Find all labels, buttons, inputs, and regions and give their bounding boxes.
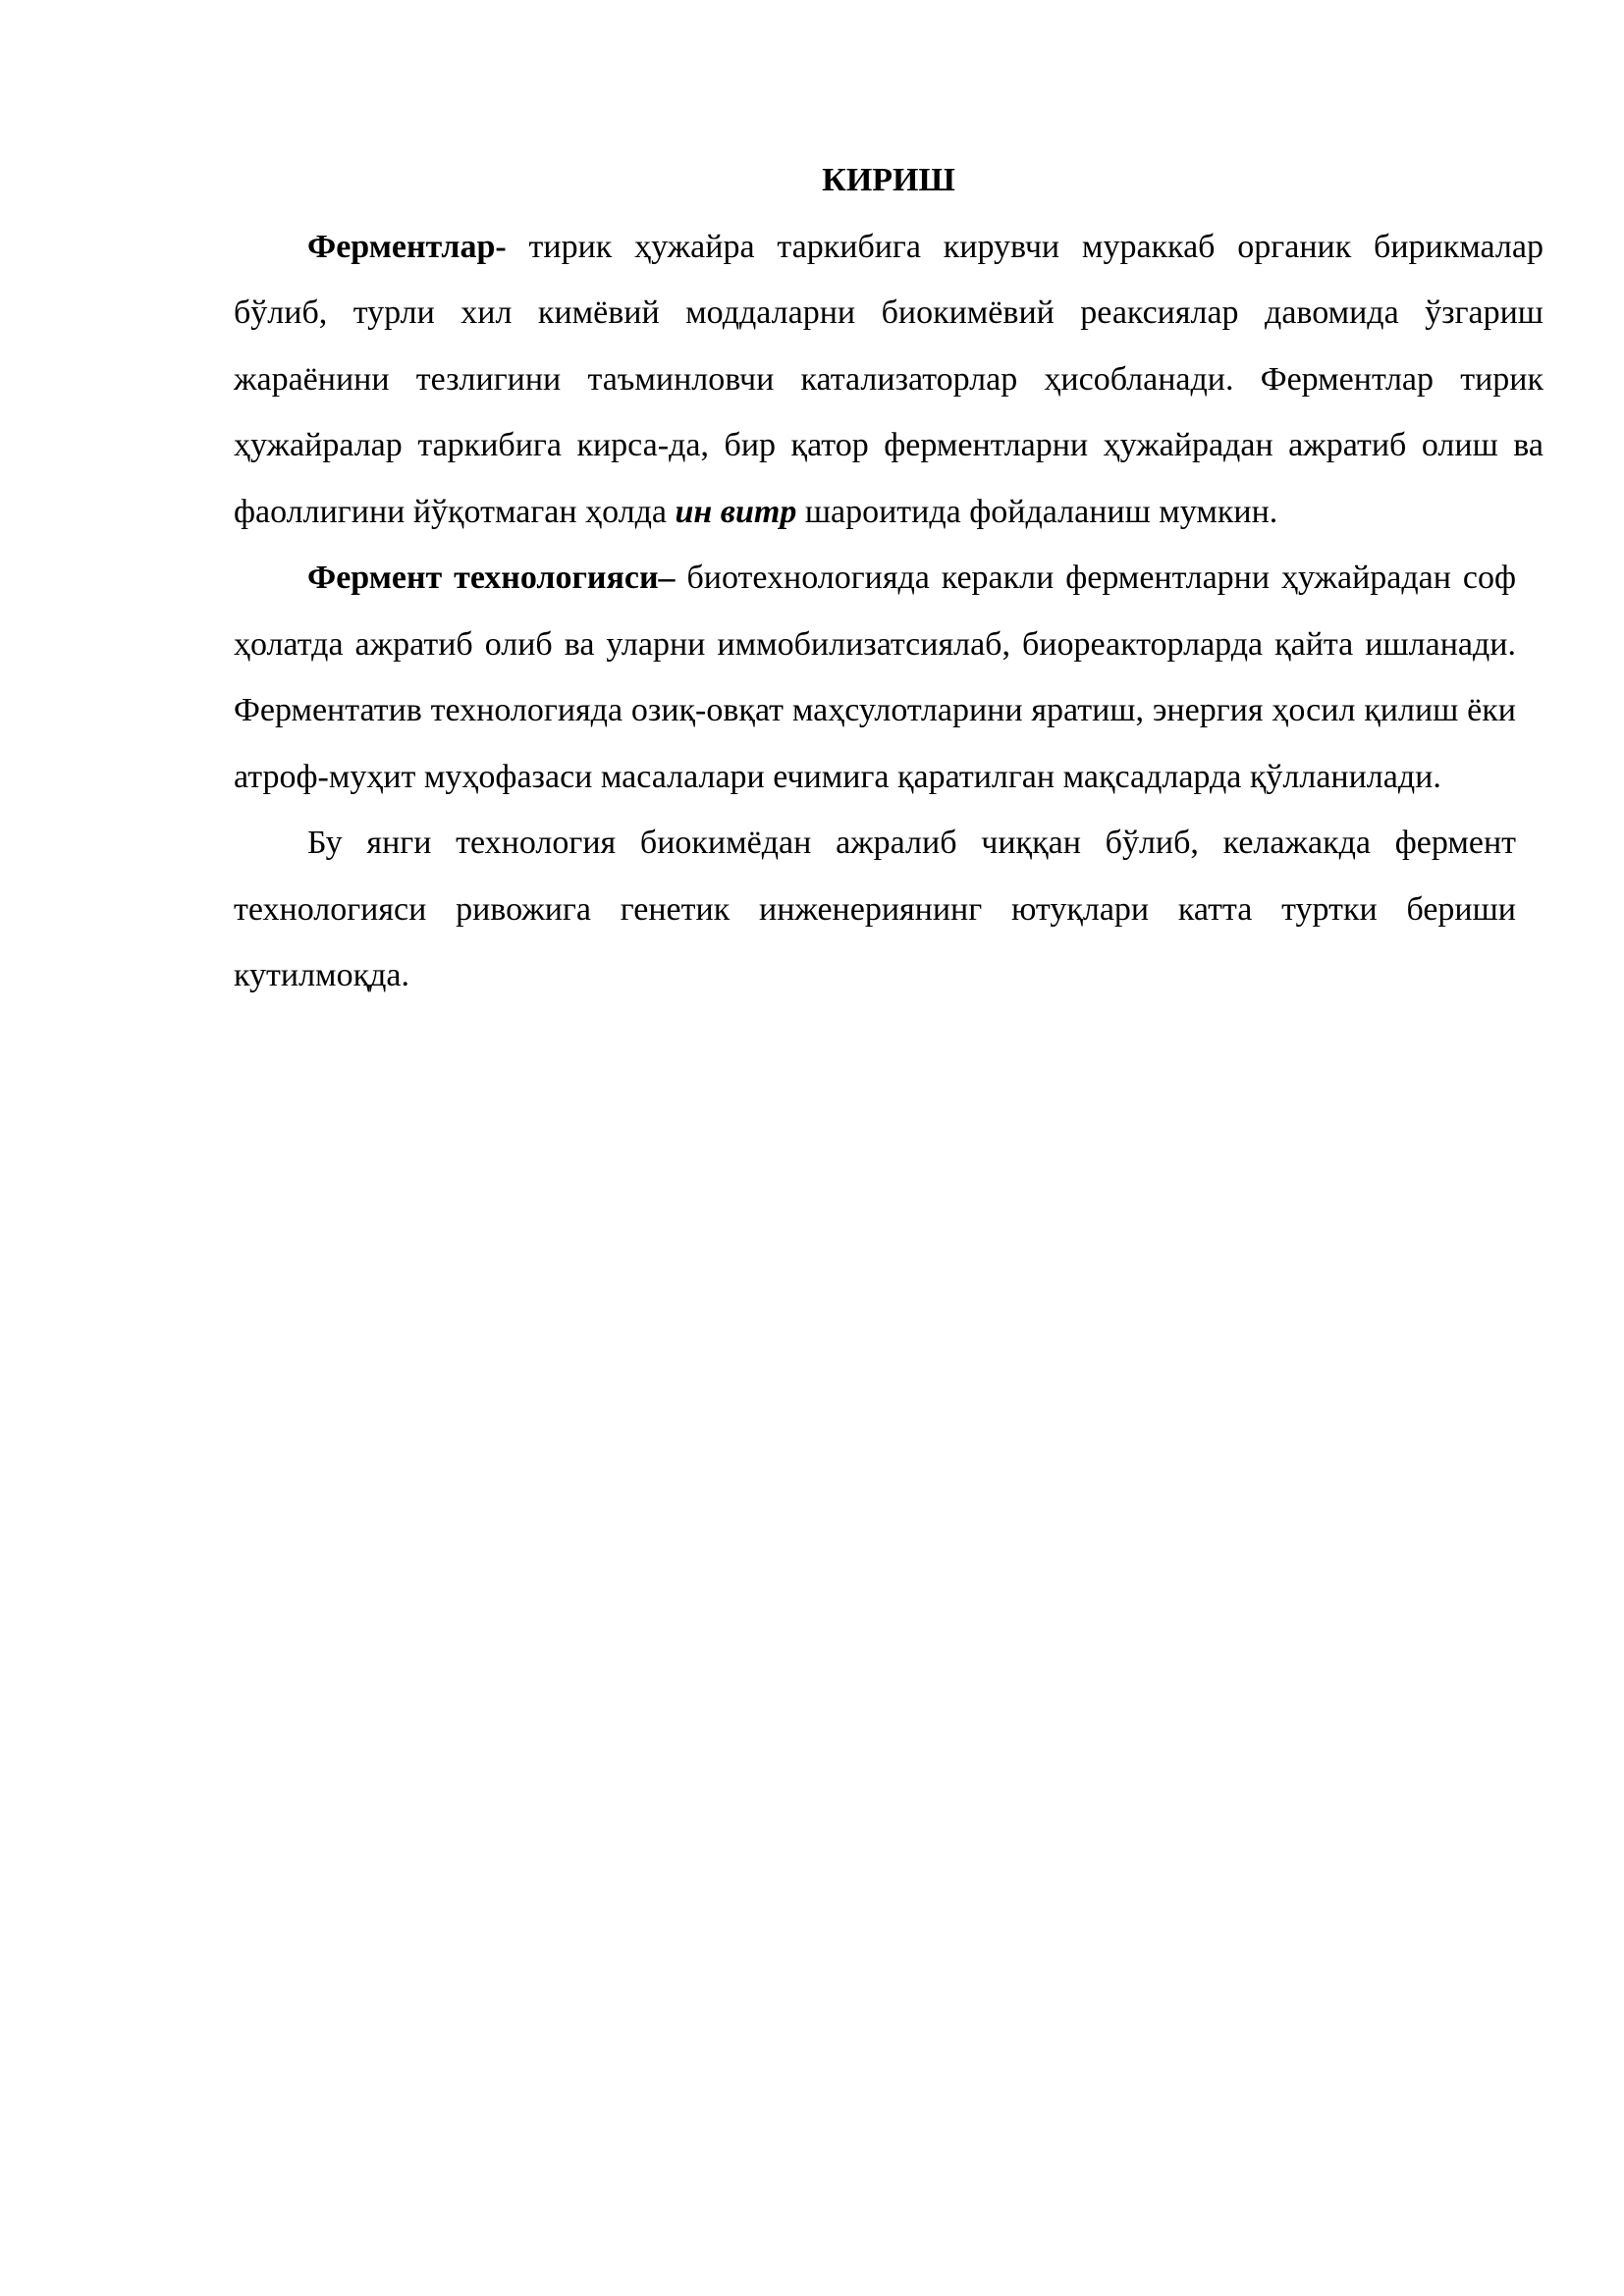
term-enzymes: Ферментлар- (307, 228, 507, 265)
paragraph-text: биотехнологияда керакли ферментларни ҳужайрадан соф ҳолатда ажратиб олиб ва уларни иммобилизатсиялаб, биореакторларда қайта ишланади. Ферментатив технологияда озиқ-овқат маҳсулотларини яратиш, энергия ҳосил қилиш ёки атроф-муҳит муҳофазаси масалалари ечимига қаратилган мақсадларда қўлланилади. (234, 560, 1516, 795)
term-in-vitro: ин витр (675, 493, 797, 530)
paragraph-new-technology (234, 810, 1516, 1009)
page-title: КИРИШ (822, 162, 955, 198)
paragraph-enzymes (234, 214, 1543, 546)
document-content (234, 147, 1543, 1009)
paragraph-text: Бу янги технология биокимёдан ажралиб чиққан бўлиб, келажакда фермент технологияси ривожига генетик инженериянинг ютуқлари катта туртки бериши кутилмоқда. (234, 825, 1516, 993)
paragraph-text: тирик ҳужайра таркибига кирувчи мураккаб органик бирикмалар бўлиб, турли хил кимёвий моддаларни биокимёвий реаксиялар давомида ўзгариш жараёнини тезлигини таъминловчи катализаторлар ҳисобланади. Ферментлар тирик ҳужайралар таркибига кирса-да, бир қатор ферментларни ҳужайрадан ажратиб олиш ва фаоллигини йўқотмаган ҳолда (234, 228, 1543, 530)
term-enzyme-technology: Фермент технологияси– (307, 560, 676, 596)
paragraph-text: шароитида фойдаланиш мумкин. (796, 493, 1278, 530)
paragraph-enzyme-technology (234, 545, 1516, 810)
